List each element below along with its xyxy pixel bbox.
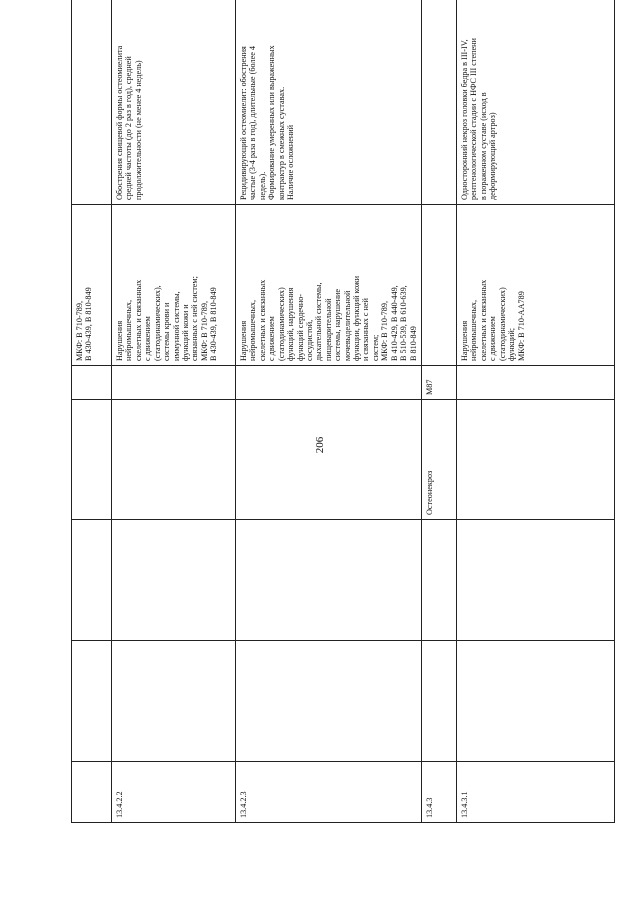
row-disease-name	[112, 400, 236, 520]
row-code: 13.4.3	[422, 762, 457, 823]
table-row	[112, 0, 236, 823]
row-disease-name	[457, 400, 615, 520]
row-code: 13.4.3.1	[457, 762, 615, 823]
table-row	[422, 0, 457, 823]
row-disease-name	[236, 400, 422, 520]
row-icd-code	[112, 366, 236, 400]
row-icd-code	[72, 366, 112, 400]
row-name	[72, 641, 112, 762]
table-row	[72, 0, 112, 823]
row-icd-code	[236, 366, 422, 400]
row-description: Рецидивирующий остеомиелит: обострения частые (3-4 раза в год), длительные (более 4 недель). Формирование умеренных или выраженных контрактур в смежных суставах. Наличие осложнений	[236, 0, 422, 205]
row-description	[72, 0, 112, 205]
row-name	[236, 641, 422, 762]
row-code: 13.4.2.3	[236, 762, 422, 823]
classification-table-rotated	[71, 20, 580, 823]
row-description: Односторонний некроз головки бедра в III-IV, рентгенологической стадии с НФС III степени в пораженном суставе (исход в деформирующий артроз)	[457, 0, 615, 205]
row-name	[112, 641, 236, 762]
row-functions: Нарушения нейромышечных, скелетных и связанных с движением (статодинамических) функций, нарушения функций сердечно- сосудистой, дыхательной системы, пищеварительной системы, нарушение мочевыделительной функции, функций кожи и связанных с ней систем; МКФ: В 710-789, В 410-429, В 440-449, В 510-539, В 610-639, В 810-849	[236, 205, 422, 366]
classification-table	[71, 0, 615, 823]
row-description: Обострения свищевой формы остеомиелита средней частоты (до 2 раз в год), средней продолжительности (не менее 4 недель)	[112, 0, 236, 205]
table-body	[72, 0, 615, 823]
row-disease-name	[72, 400, 112, 520]
row-functions	[422, 205, 457, 366]
row-code	[72, 762, 112, 823]
row-functions: Нарушения нейромышечных, скелетных и связанных с движением (статодинамических), системы крови и иммунной системы, функций кожи и связанных с ней систем; МКФ: В 710-789, В 430-439, В 810-849	[112, 205, 236, 366]
row-functions: МКФ: В 710-789, В 430-439, В 810-849	[72, 205, 112, 366]
page-number: 206	[314, 436, 326, 454]
row-functions: Нарушения нейромышечных, скелетных и связанных с движением (статодинамических) функций; МКФ: В 710-АА789	[457, 205, 615, 366]
table-row	[236, 0, 422, 823]
row-extra	[236, 520, 422, 641]
row-extra	[422, 520, 457, 641]
row-name	[422, 641, 457, 762]
row-disease-name: Остеонекроз	[422, 400, 457, 520]
row-description	[422, 0, 457, 205]
row-extra	[457, 520, 615, 641]
row-extra	[72, 520, 112, 641]
row-code: 13.4.2.2	[112, 762, 236, 823]
row-name	[457, 641, 615, 762]
row-icd-code	[457, 366, 615, 400]
row-icd-code: М87	[422, 366, 457, 400]
row-extra	[112, 520, 236, 641]
table-row	[457, 0, 615, 823]
